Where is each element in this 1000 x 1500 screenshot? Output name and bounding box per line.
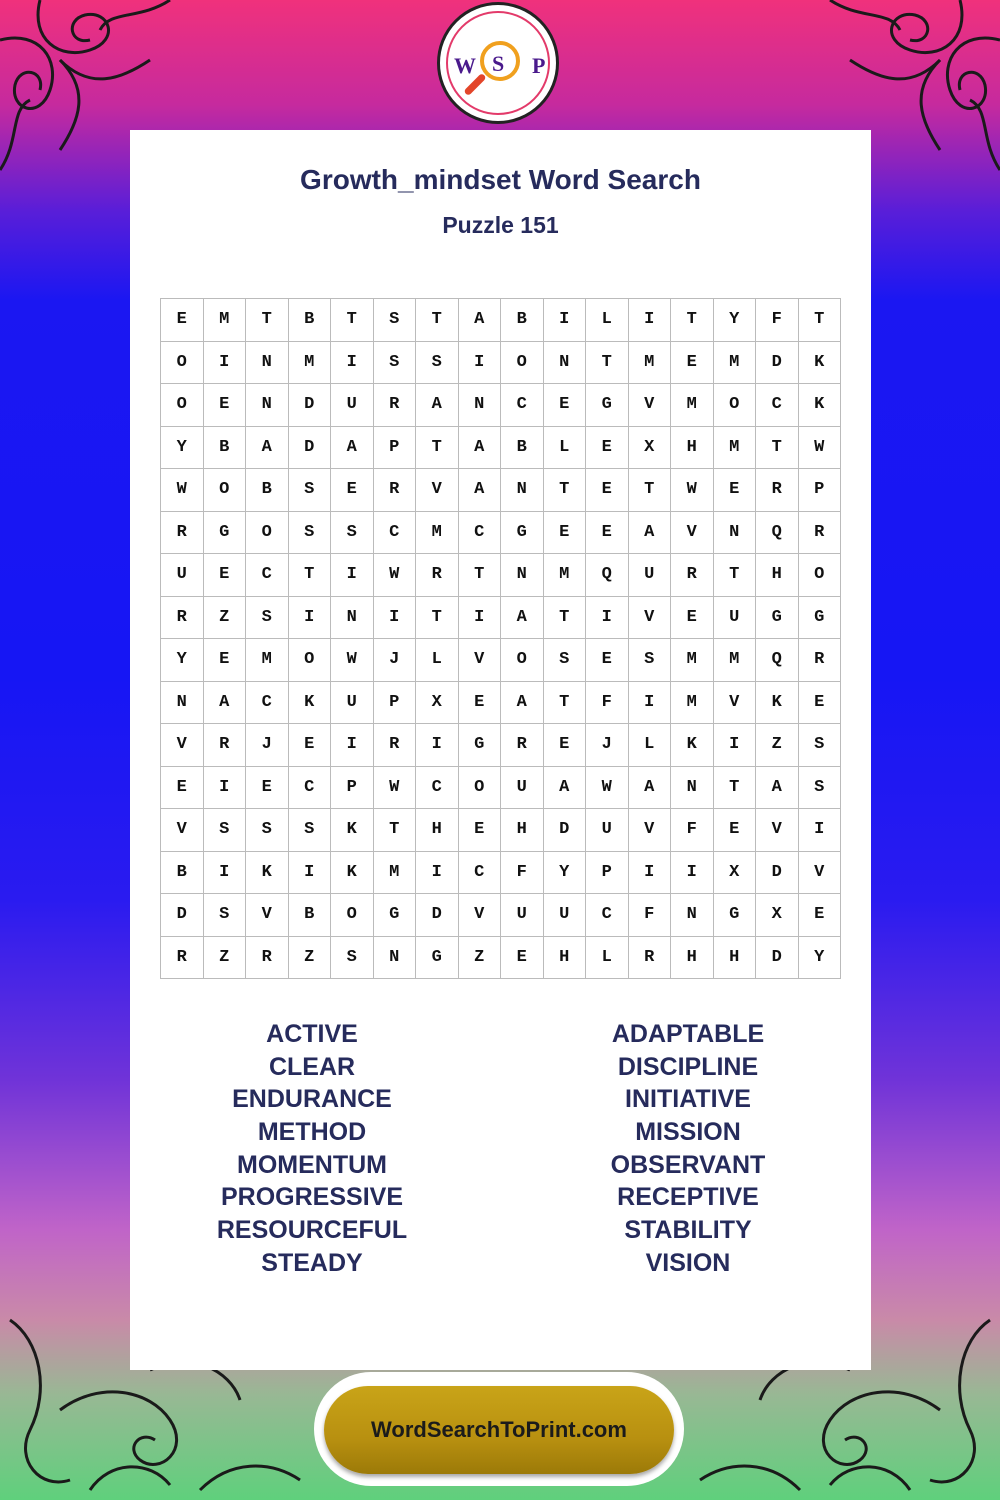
grid-cell: U bbox=[331, 384, 374, 427]
grid-cell: A bbox=[544, 767, 587, 810]
grid-cell: Z bbox=[204, 597, 247, 640]
grid-cell: G bbox=[374, 894, 417, 937]
grid-cell: N bbox=[501, 469, 544, 512]
grid-cell: E bbox=[671, 597, 714, 640]
grid-cell: B bbox=[246, 469, 289, 512]
grid-cell: T bbox=[714, 554, 757, 597]
grid-cell: I bbox=[331, 342, 374, 385]
grid-cell: B bbox=[204, 427, 247, 470]
grid-cell: K bbox=[331, 809, 374, 852]
grid-cell: P bbox=[374, 427, 417, 470]
grid-cell: R bbox=[374, 724, 417, 767]
grid-cell: A bbox=[246, 427, 289, 470]
word-list-item: STEADY bbox=[261, 1248, 363, 1277]
grid-cell: T bbox=[586, 342, 629, 385]
grid-cell: U bbox=[629, 554, 672, 597]
grid-cell: T bbox=[416, 427, 459, 470]
grid-cell: T bbox=[544, 682, 587, 725]
grid-cell: G bbox=[459, 724, 502, 767]
grid-cell: C bbox=[586, 894, 629, 937]
grid-cell: R bbox=[671, 554, 714, 597]
grid-cell: E bbox=[289, 724, 332, 767]
grid-cell: S bbox=[374, 299, 417, 342]
grid-cell: Z bbox=[756, 724, 799, 767]
grid-cell: W bbox=[374, 767, 417, 810]
grid-cell: R bbox=[161, 937, 204, 980]
grid-cell: N bbox=[544, 342, 587, 385]
word-list-item: ACTIVE bbox=[266, 1020, 358, 1048]
grid-cell: O bbox=[331, 894, 374, 937]
grid-cell: S bbox=[289, 469, 332, 512]
grid-cell: T bbox=[331, 299, 374, 342]
grid-cell: G bbox=[799, 597, 842, 640]
grid-cell: U bbox=[501, 894, 544, 937]
grid-cell: R bbox=[161, 512, 204, 555]
grid-cell: O bbox=[161, 342, 204, 385]
grid-cell: A bbox=[459, 299, 502, 342]
grid-cell: V bbox=[459, 894, 502, 937]
grid-cell: E bbox=[586, 427, 629, 470]
grid-cell: I bbox=[459, 342, 502, 385]
grid-cell: U bbox=[331, 682, 374, 725]
grid-cell: E bbox=[586, 639, 629, 682]
word-list-item: INITIATIVE bbox=[625, 1085, 751, 1114]
grid-cell: M bbox=[246, 639, 289, 682]
grid-cell: U bbox=[714, 597, 757, 640]
grid-cell: T bbox=[671, 299, 714, 342]
grid-cell: V bbox=[629, 597, 672, 640]
grid-cell: U bbox=[586, 809, 629, 852]
grid-cell: C bbox=[289, 767, 332, 810]
word-list-right bbox=[538, 1018, 838, 1280]
grid-cell: T bbox=[544, 597, 587, 640]
grid-cell: T bbox=[416, 299, 459, 342]
grid-cell: J bbox=[586, 724, 629, 767]
grid-cell: E bbox=[204, 639, 247, 682]
grid-cell: N bbox=[501, 554, 544, 597]
grid-cell: A bbox=[416, 384, 459, 427]
grid-cell: A bbox=[501, 682, 544, 725]
grid-cell: N bbox=[246, 384, 289, 427]
grid-cell: F bbox=[671, 809, 714, 852]
grid-cell: A bbox=[756, 767, 799, 810]
grid-cell: I bbox=[204, 342, 247, 385]
grid-cell: V bbox=[671, 512, 714, 555]
grid-cell: P bbox=[586, 852, 629, 895]
grid-cell: F bbox=[629, 894, 672, 937]
grid-cell: E bbox=[544, 724, 587, 767]
grid-cell: D bbox=[756, 937, 799, 980]
puzzle-title: Growth_mindset Word Search bbox=[300, 164, 701, 195]
grid-cell: Z bbox=[459, 937, 502, 980]
grid-cell: W bbox=[161, 469, 204, 512]
grid-cell: W bbox=[671, 469, 714, 512]
grid-cell: E bbox=[671, 342, 714, 385]
word-list-item: PROGRESSIVE bbox=[221, 1183, 403, 1212]
grid-cell: I bbox=[714, 724, 757, 767]
grid-cell: W bbox=[799, 427, 842, 470]
grid-cell: A bbox=[501, 597, 544, 640]
grid-cell: S bbox=[246, 809, 289, 852]
grid-cell: A bbox=[331, 427, 374, 470]
grid-cell: R bbox=[161, 597, 204, 640]
grid-cell: E bbox=[331, 469, 374, 512]
grid-cell: Q bbox=[756, 512, 799, 555]
grid-cell: M bbox=[289, 342, 332, 385]
grid-cell: N bbox=[246, 342, 289, 385]
grid-cell: N bbox=[459, 384, 502, 427]
grid-cell: I bbox=[544, 299, 587, 342]
grid-cell: M bbox=[374, 852, 417, 895]
grid-cell: D bbox=[289, 384, 332, 427]
grid-cell: A bbox=[204, 682, 247, 725]
grid-cell: I bbox=[586, 597, 629, 640]
grid-cell: Y bbox=[799, 937, 842, 980]
grid-cell: Y bbox=[544, 852, 587, 895]
grid-cell: J bbox=[246, 724, 289, 767]
grid-cell: G bbox=[714, 894, 757, 937]
grid-cell: Y bbox=[714, 299, 757, 342]
grid-cell: E bbox=[799, 894, 842, 937]
grid-cell: T bbox=[629, 469, 672, 512]
grid-cell: H bbox=[714, 937, 757, 980]
grid-cell: K bbox=[799, 384, 842, 427]
grid-cell: S bbox=[289, 512, 332, 555]
grid-cell: V bbox=[714, 682, 757, 725]
grid-cell: R bbox=[629, 937, 672, 980]
grid-cell: C bbox=[459, 512, 502, 555]
grid-cell: V bbox=[416, 469, 459, 512]
grid-cell: M bbox=[416, 512, 459, 555]
grid-cell: X bbox=[629, 427, 672, 470]
grid-cell: T bbox=[756, 427, 799, 470]
grid-cell: K bbox=[246, 852, 289, 895]
grid-cell: R bbox=[799, 639, 842, 682]
grid-cell: I bbox=[416, 724, 459, 767]
grid-cell: F bbox=[586, 682, 629, 725]
grid-cell: R bbox=[501, 724, 544, 767]
grid-cell: E bbox=[501, 937, 544, 980]
grid-cell: P bbox=[374, 682, 417, 725]
grid-cell: J bbox=[374, 639, 417, 682]
letter-grid bbox=[160, 298, 841, 979]
grid-cell: G bbox=[501, 512, 544, 555]
grid-cell: O bbox=[246, 512, 289, 555]
grid-cell: D bbox=[756, 852, 799, 895]
grid-cell: S bbox=[331, 937, 374, 980]
grid-cell: S bbox=[204, 894, 247, 937]
grid-cell: E bbox=[714, 469, 757, 512]
grid-cell: C bbox=[374, 512, 417, 555]
grid-cell: K bbox=[671, 724, 714, 767]
grid-cell: I bbox=[331, 724, 374, 767]
grid-cell: Z bbox=[204, 937, 247, 980]
grid-cell: M bbox=[671, 682, 714, 725]
grid-cell: I bbox=[629, 299, 672, 342]
grid-cell: C bbox=[246, 682, 289, 725]
grid-cell: T bbox=[714, 767, 757, 810]
word-list-item: ENDURANCE bbox=[232, 1085, 392, 1114]
grid-cell: V bbox=[246, 894, 289, 937]
grid-cell: E bbox=[459, 809, 502, 852]
grid-cell: N bbox=[714, 512, 757, 555]
grid-cell: O bbox=[459, 767, 502, 810]
grid-cell: D bbox=[289, 427, 332, 470]
grid-cell: S bbox=[799, 767, 842, 810]
grid-cell: U bbox=[501, 767, 544, 810]
grid-cell: Y bbox=[161, 427, 204, 470]
grid-cell: W bbox=[331, 639, 374, 682]
grid-cell: N bbox=[161, 682, 204, 725]
grid-cell: X bbox=[416, 682, 459, 725]
grid-cell: T bbox=[246, 299, 289, 342]
grid-cell: C bbox=[756, 384, 799, 427]
grid-cell: A bbox=[629, 512, 672, 555]
grid-cell: C bbox=[459, 852, 502, 895]
grid-cell: S bbox=[629, 639, 672, 682]
grid-cell: X bbox=[714, 852, 757, 895]
grid-cell: E bbox=[161, 767, 204, 810]
word-list-item: METHOD bbox=[257, 1118, 367, 1147]
grid-cell: B bbox=[501, 299, 544, 342]
grid-cell: K bbox=[799, 342, 842, 385]
grid-cell: P bbox=[799, 469, 842, 512]
grid-cell: V bbox=[459, 639, 502, 682]
grid-cell: A bbox=[459, 427, 502, 470]
grid-cell: R bbox=[799, 512, 842, 555]
grid-cell: D bbox=[161, 894, 204, 937]
grid-cell: R bbox=[204, 724, 247, 767]
word-list-item: ADAPTABLE bbox=[611, 1020, 765, 1048]
grid-cell: S bbox=[799, 724, 842, 767]
grid-cell: O bbox=[501, 342, 544, 385]
grid-cell: Z bbox=[289, 937, 332, 980]
grid-cell: I bbox=[204, 767, 247, 810]
grid-cell: D bbox=[544, 809, 587, 852]
site-logo[interactable] bbox=[437, 2, 559, 124]
grid-cell: S bbox=[289, 809, 332, 852]
grid-cell: E bbox=[246, 767, 289, 810]
grid-cell: C bbox=[246, 554, 289, 597]
grid-cell: H bbox=[671, 937, 714, 980]
grid-cell: O bbox=[714, 384, 757, 427]
grid-cell: E bbox=[799, 682, 842, 725]
grid-cell: E bbox=[544, 384, 587, 427]
word-list-item: VISION bbox=[645, 1248, 731, 1277]
grid-cell: T bbox=[544, 469, 587, 512]
grid-cell: T bbox=[374, 809, 417, 852]
grid-cell: B bbox=[161, 852, 204, 895]
word-list-item: STABILITY bbox=[624, 1216, 752, 1245]
grid-cell: I bbox=[289, 852, 332, 895]
grid-cell: F bbox=[756, 299, 799, 342]
grid-cell: R bbox=[756, 469, 799, 512]
word-list-item: MOMENTUM bbox=[237, 1150, 387, 1179]
grid-cell: E bbox=[544, 512, 587, 555]
grid-cell: E bbox=[586, 469, 629, 512]
footer-badge bbox=[314, 1372, 684, 1486]
grid-cell: C bbox=[501, 384, 544, 427]
website-button[interactable] bbox=[324, 1386, 674, 1474]
grid-cell: H bbox=[671, 427, 714, 470]
grid-cell: T bbox=[459, 554, 502, 597]
logo-letter-w: W bbox=[454, 53, 476, 78]
grid-cell: V bbox=[161, 724, 204, 767]
grid-cell: Q bbox=[586, 554, 629, 597]
grid-cell: S bbox=[331, 512, 374, 555]
grid-cell: U bbox=[544, 894, 587, 937]
grid-cell: E bbox=[714, 809, 757, 852]
grid-cell: I bbox=[629, 852, 672, 895]
grid-cell: C bbox=[416, 767, 459, 810]
grid-cell: E bbox=[204, 554, 247, 597]
word-list-item: DISCIPLINE bbox=[617, 1052, 759, 1081]
grid-cell: X bbox=[756, 894, 799, 937]
grid-cell: E bbox=[459, 682, 502, 725]
word-list-item: OBSERVANT bbox=[610, 1150, 766, 1179]
grid-cell: M bbox=[714, 639, 757, 682]
grid-cell: M bbox=[204, 299, 247, 342]
grid-cell: O bbox=[289, 639, 332, 682]
grid-cell: I bbox=[374, 597, 417, 640]
grid-cell: S bbox=[204, 809, 247, 852]
grid-cell: E bbox=[161, 299, 204, 342]
word-list-item: MISSION bbox=[635, 1118, 741, 1147]
grid-cell: M bbox=[714, 342, 757, 385]
grid-cell: S bbox=[544, 639, 587, 682]
grid-cell: M bbox=[714, 427, 757, 470]
grid-cell: N bbox=[671, 894, 714, 937]
grid-cell: T bbox=[799, 299, 842, 342]
grid-cell: D bbox=[756, 342, 799, 385]
grid-cell: L bbox=[586, 937, 629, 980]
grid-cell: W bbox=[586, 767, 629, 810]
grid-cell: L bbox=[544, 427, 587, 470]
grid-cell: V bbox=[799, 852, 842, 895]
logo-letter-s: S bbox=[492, 51, 505, 76]
grid-cell: I bbox=[204, 852, 247, 895]
grid-cell: O bbox=[501, 639, 544, 682]
grid-cell: I bbox=[289, 597, 332, 640]
grid-cell: M bbox=[544, 554, 587, 597]
grid-cell: V bbox=[629, 384, 672, 427]
grid-cell: G bbox=[586, 384, 629, 427]
grid-cell: I bbox=[331, 554, 374, 597]
grid-cell: B bbox=[501, 427, 544, 470]
grid-cell: H bbox=[756, 554, 799, 597]
grid-cell: I bbox=[671, 852, 714, 895]
word-list-item: RESOURCEFUL bbox=[216, 1216, 408, 1245]
grid-cell: B bbox=[289, 894, 332, 937]
word-list-item: RECEPTIVE bbox=[617, 1183, 759, 1212]
grid-cell: S bbox=[416, 342, 459, 385]
grid-cell: R bbox=[246, 937, 289, 980]
grid-cell: O bbox=[204, 469, 247, 512]
grid-cell: V bbox=[629, 809, 672, 852]
word-list-left bbox=[162, 1018, 462, 1280]
grid-cell: S bbox=[374, 342, 417, 385]
grid-cell: U bbox=[161, 554, 204, 597]
grid-cell: G bbox=[756, 597, 799, 640]
website-link[interactable]: WordSearchToPrint.com bbox=[371, 1417, 627, 1442]
grid-cell: L bbox=[586, 299, 629, 342]
grid-cell: V bbox=[756, 809, 799, 852]
grid-cell: K bbox=[289, 682, 332, 725]
grid-cell: N bbox=[374, 937, 417, 980]
grid-cell: H bbox=[544, 937, 587, 980]
grid-cell: S bbox=[246, 597, 289, 640]
grid-cell: A bbox=[629, 767, 672, 810]
grid-cell: F bbox=[501, 852, 544, 895]
grid-cell: G bbox=[416, 937, 459, 980]
grid-cell: H bbox=[501, 809, 544, 852]
grid-cell: O bbox=[799, 554, 842, 597]
grid-cell: A bbox=[459, 469, 502, 512]
grid-cell: D bbox=[416, 894, 459, 937]
grid-cell: K bbox=[331, 852, 374, 895]
grid-cell: T bbox=[289, 554, 332, 597]
grid-cell: E bbox=[586, 512, 629, 555]
grid-cell: Q bbox=[756, 639, 799, 682]
grid-cell: P bbox=[331, 767, 374, 810]
grid-cell: I bbox=[799, 809, 842, 852]
grid-cell: R bbox=[374, 469, 417, 512]
grid-cell: K bbox=[756, 682, 799, 725]
grid-cell: V bbox=[161, 809, 204, 852]
grid-cell: L bbox=[629, 724, 672, 767]
grid-cell: M bbox=[671, 639, 714, 682]
grid-cell: M bbox=[671, 384, 714, 427]
grid-cell: R bbox=[416, 554, 459, 597]
grid-cell: N bbox=[331, 597, 374, 640]
word-list-item: CLEAR bbox=[268, 1052, 356, 1081]
grid-cell: W bbox=[374, 554, 417, 597]
grid-cell: O bbox=[161, 384, 204, 427]
grid-cell: I bbox=[459, 597, 502, 640]
grid-cell: B bbox=[289, 299, 332, 342]
grid-cell: E bbox=[204, 384, 247, 427]
grid-cell: N bbox=[671, 767, 714, 810]
grid-cell: I bbox=[416, 852, 459, 895]
grid-cell: L bbox=[416, 639, 459, 682]
grid-cell: G bbox=[204, 512, 247, 555]
grid-cell: H bbox=[416, 809, 459, 852]
puzzle-subtitle: Puzzle 151 bbox=[442, 212, 559, 238]
grid-cell: T bbox=[416, 597, 459, 640]
logo-letter-p: P bbox=[532, 53, 546, 78]
grid-cell: I bbox=[629, 682, 672, 725]
grid-cell: Y bbox=[161, 639, 204, 682]
grid-cell: M bbox=[629, 342, 672, 385]
puzzle-card bbox=[130, 130, 871, 1370]
grid-cell: R bbox=[374, 384, 417, 427]
